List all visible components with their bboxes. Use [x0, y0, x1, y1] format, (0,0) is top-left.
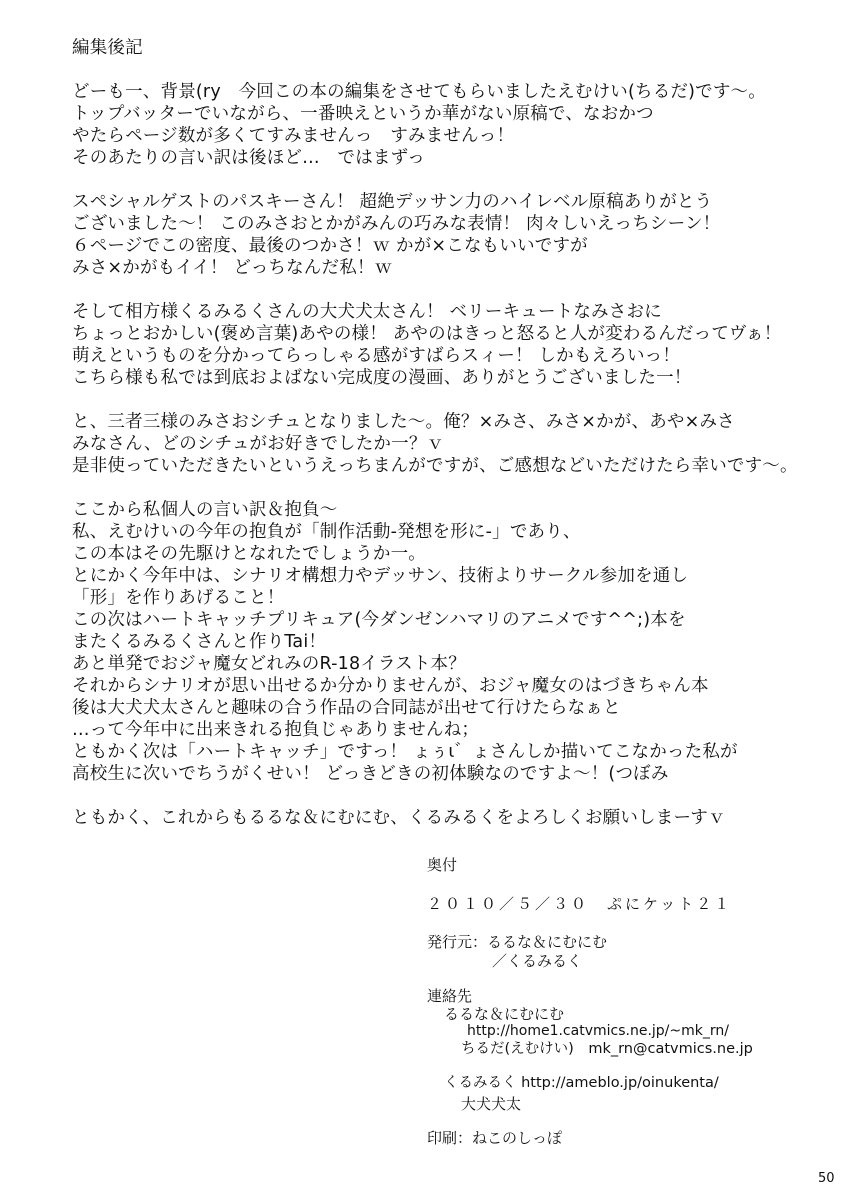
afterword-line: やたらページ数が多くてすみませんっ すみませんっ！ [72, 126, 515, 146]
colophon-contact-circle1: るるな＆にむにむ [444, 1005, 565, 1023]
afterword-line: そして相方様くるみるくさんの大犬犬太さん！ ベリーキュートなみさおに [72, 302, 662, 322]
afterword-line [72, 477, 832, 499]
afterword-line: 私、えむけいの今年の抱負が「制作活動-発想を形に-」であり、 [72, 522, 581, 542]
colophon-contact-url1[interactable]: http://home1.catvmics.ne.jp/~mk_rn/ [467, 1023, 729, 1039]
afterword-line: とにかく今年中は、シナリオ構想力やデッサン、技術よりサークル参加を通し [72, 566, 689, 586]
afterword-line: ございました～！ このみさおとかがみんの巧みな表情！ 肉々しいえっちシーン！ [72, 214, 721, 234]
colophon-contact-person1: ちるだ(えむけい) mk_rn@catvmics.ne.jp [461, 1041, 753, 1057]
afterword-line: ともかく次は「ハートキャッチ」ですっ！ ょぅι゛ょさんしか描いてこなかった私が [72, 742, 738, 762]
afterword-section [72, 37, 832, 829]
colophon-publisher-2: ／くるみるく [492, 952, 583, 970]
afterword-line: 是非使っていただきたいというえっちまんがですが、ご感想などいただけたら幸いです～。 [72, 456, 798, 476]
afterword-line: こちら様も私では到底およばない完成度の漫画、ありがとうございました一！ [72, 368, 692, 388]
page-number: 50 [818, 1171, 835, 1186]
afterword-line: ここから私個人の言い訳＆抱負～ [72, 500, 338, 520]
colophon-printer: 印刷：ねこのしっぽ [427, 1129, 563, 1147]
colophon-heading: 奥付 [427, 856, 458, 874]
afterword-line: スペシャルゲストのパスキーさん！ 超絶デッサン力のハイレベル原稿ありがとう [72, 192, 713, 212]
afterword-line: ちょっとおかしい(褒め言葉)あやの様！ あやのはきっと怒ると人が変わるんだってヴぁ！ [72, 324, 782, 344]
afterword-line [72, 785, 832, 807]
afterword-title: 編集後記 [72, 38, 143, 58]
afterword-line: あと単発でおジャ魔女どれみのR-18イラスト本？ [72, 654, 466, 674]
colophon-contact-heading: 連絡先 [427, 987, 473, 1005]
afterword-line: トップバッターでいながら、一番映えというか華がない原稿で、なおかつ [72, 104, 654, 124]
afterword-line: みなさん、どのシチュがお好きでしたか一？ｖ [72, 434, 445, 454]
afterword-line: どーも一、背景(ry 今回この本の編集をさせてもらいましたえむけい(ちるだ)です～。 [72, 82, 766, 102]
afterword-line [72, 59, 832, 81]
afterword-line: と、三者三様のみさおシチュとなりました～。俺？×みさ、みさ×かが、あや×みさ [72, 412, 735, 432]
afterword-line: 「形」を作りあげること！ [72, 588, 285, 608]
afterword-line: 萌えというものを分かってらっしゃる感がすばらスィー！ しかもえろいっ！ [72, 346, 681, 366]
afterword-line: 高校生に次いでちうがくせい！ どっきどきの初体験なのですよ～！(つぼみ [72, 764, 669, 784]
afterword-line: みさ×かがもイイ！ どっちなんだ私！ｗ [72, 258, 393, 278]
afterword-line: …って今年中に出来きれる抱負じゃありませんね； [72, 720, 480, 740]
colophon-date-event: ２０１０／５／３０ ぷにケット２１ [427, 895, 733, 913]
afterword-line [72, 279, 832, 301]
afterword-line: それからシナリオが思い出せるか分かりませんが、おジャ魔女のはづきちゃん本 [72, 676, 709, 696]
afterword-line: またくるみるくさんと作りTai！ [72, 632, 327, 652]
afterword-line: ６ページでこの密度、最後のつかさ！ｗ かが×こなもいいですが [72, 236, 588, 256]
colophon-contact-circle2[interactable]: くるみるく http://ameblo.jp/oinukenta/ [444, 1075, 719, 1091]
colophon-publisher: 発行元：るるな＆にむにむ [427, 933, 608, 951]
afterword-line: 後は大犬犬太さんと趣味の合う作品の合同誌が出せて行けたらなぁと [72, 698, 621, 718]
afterword-line: そのあたりの言い訳は後ほど… ではまずっ [72, 148, 425, 168]
colophon-contact-person2: 大犬犬太 [461, 1095, 522, 1113]
afterword-line: この本はその先駆けとなれたでしょうか一。 [72, 544, 426, 564]
afterword-line [72, 389, 832, 411]
afterword-line [72, 169, 832, 191]
afterword-line: この次はハートキャッチプリキュア(今ダンゼンハマリのアニメです^^;)本を [72, 610, 686, 630]
afterword-line: ともかく、これからもるるな＆にむにむ、くるみるくをよろしくお願いしまーすｖ [72, 808, 726, 828]
